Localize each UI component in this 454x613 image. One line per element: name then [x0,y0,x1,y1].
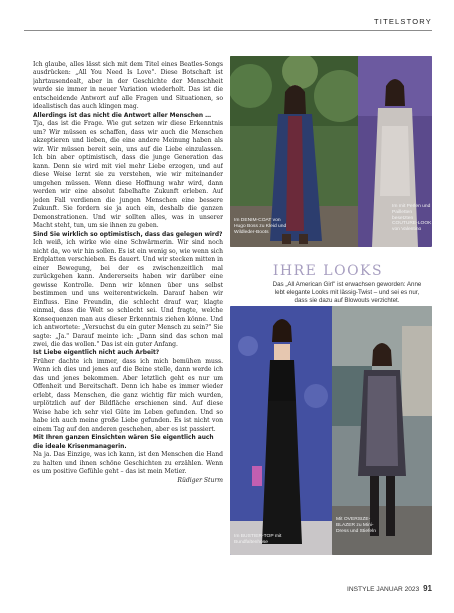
photo-caption: Im mit Perlen und Pailletten besetzten COUTURE-LOOK von Valentino [392,204,432,233]
section-label: TITELSTORY [374,17,432,26]
photo-caption: Im BUSTIER-TOP mit Bundfaltenhose [234,534,282,545]
interview-question: Sind Sie wirklich so optimistisch, dass das gelegen wird? [33,231,223,238]
interview-question: Ist Liebe eigentlich nicht auch Arbeit? [33,350,160,357]
article-paragraph: Ich weiß, ich wirke wie eine Schwärmerin. Wir sind noch nicht da, wo wir hin sollen. Es ist ein wenig so, wie wenn sich Erdplatten verschieben. Es dauert. Und wir stecken mitten in einer Bewegung, bei der es zwischenzeitlich mal zurückgehen kann. Andererseits haben wir darüber eine gewisse Kontrolle. Denn wir können über uns selbst bestimmen und uns weiterentwickeln. Darauf haben wir Einfluss. Eine Freundin, die schlecht drauf war, klagte einmal, dass die Welt so schlecht sei. Und fragte, welche Konsequenzen man aus dieser Erkenntnis ziehen könne. Und ich antwortete: „Versuchst du ein guter Mensch zu sein?" Sie sagte: „Ja." Darauf meinte ich: „Dann sind das schon mal zwei, die das wollen." Das ist ein guter Anfang. [33,239,223,348]
article-body [33,61,223,586]
photo-caption: Mit OVERSIZE-BLAZER zu Mini-Dress und Stiefeln [336,517,376,534]
interview-question: Allerdings ist das nicht die Antwort aller Menschen … [33,112,212,119]
footer-magazine: INSTYLE JANUAR 2023 [347,586,420,593]
looks-title: IHRE LOOKS [272,263,384,279]
author-signature: Rüdiger Sturm [177,476,223,484]
page-footer [347,584,432,593]
photo-bustier-top [230,306,334,555]
looks-intro: Das „All American Girl" ist erwachsen geworden: Anne lebt elegante Looks mit lässig-Twist – und sei es nur, dass sie dazu auf Blowouts verzichtet. [272,281,422,304]
article-paragraph: Ich glaube, alles lässt sich mit dem Titel eines Beatles-Songs ausdrücken: „All You Need Is Love". Diese Botschaft ist jahrtausendealt, aber in der Geschichte der Menschheit wurde sie immer in neuer Variation wiederholt. Das ist die entscheidende Antwort auf alle Fragen und Situationen, so idealistisch das auch klingen mag. [33,61,223,111]
article-paragraph: Na ja. Das Einzige, was ich kann, ist den Menschen die Hand zu halten und ihnen schöne Geschichten zu erzählen. Wenn es um positive Gefühle geht – das ist mein Metier. [33,451,223,476]
header-rule [24,30,432,31]
photo-caption: Im DENIM-COAT von Hugo Boss zu Kleid und Wildleder-Boots [234,218,287,235]
article-paragraph: Tja, das ist die Frage. Wie gut setzen wir diese Erkenntnis um? Wir müssen es schaffen, dass wir auch die Menschen akzeptieren und lieben, die eine andere Meinung haben als wir. Wir müssen bereit sein, uns auf die Liebe einzulassen. Ich bin aber optimistisch, dass die junge Generation das kann. Denn sie wird mit viel mehr Liebe erzogen, und auf diese Weise lernt sie zu verstehen, wie wir miteinander umgehen müssen. Wenn diese Hoffnung wahr wird, dann werden wir eine absolut fabelhafte Zukunft erleben. Auf jeden Fall verdienen die jungen Menschen eine bessere Zukunft. Sie fordern sie ja auch ein, deshalb die ganzen Demonstrationen. Und wir sollten alles, was in unserer Macht steht, tun, um sie ihnen zu geben. [33,120,223,230]
page-number: 91 [423,584,432,593]
interview-question: Mit Ihren ganzen Einsichten wären Sie eigentlich auch die ideale Krisenmanagerin. [33,435,214,450]
article-paragraph: Früher dachte ich immer, dass ich mich bemühen muss. Wenn ich dies und jenes auf die Beine stelle, dann werde ich das und jenes bekommen. Aber letztlich geht es nur um Offenheit und Bereitschaft. Denn ich habe es immer wieder erlebt, dass Menschen, die ganz wichtig für mich wurden, urplötzlich auf der Bildfläche erschienen sind. Auf diese Weise habe ich sehr viel Güte im Leben gefunden. Und so habe ich auch meine große Liebe gefunden. Es ist nicht von einem Tag auf den anderen geschehen, aber es ist passiert. [33,357,223,433]
